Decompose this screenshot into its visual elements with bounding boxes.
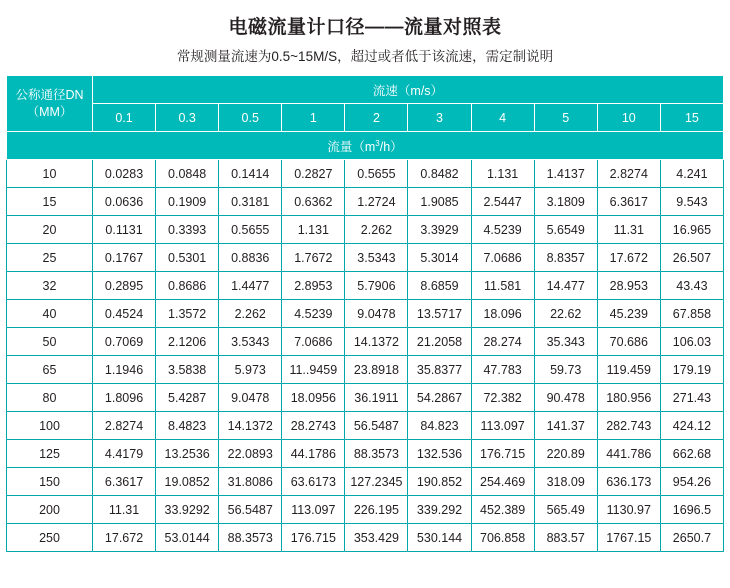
cell-flow-value: 14.1372 [345, 328, 408, 356]
table-row [7, 496, 724, 524]
cell-flow-value: 282.743 [597, 412, 660, 440]
cell-dn: 25 [7, 244, 93, 272]
cell-flow-value: 67.858 [660, 300, 723, 328]
cell-flow-value: 339.292 [408, 496, 471, 524]
page-subtitle: 常规测量流速为0.5~15M/S，超过或者低于该流速，需定制说明 [176, 49, 554, 64]
cell-flow-value: 5.973 [219, 356, 282, 384]
table-row [7, 160, 724, 188]
cell-flow-value: 0.1414 [219, 160, 282, 188]
cell-flow-value: 1.7672 [282, 244, 345, 272]
table-row [7, 188, 724, 216]
speed-value-header: 3 [408, 104, 471, 132]
cell-flow-value: 1767.15 [597, 524, 660, 552]
cell-flow-value: 1.8096 [93, 384, 156, 412]
cell-dn: 200 [7, 496, 93, 524]
cell-flow-value: 0.3181 [219, 188, 282, 216]
cell-dn: 80 [7, 384, 93, 412]
cell-flow-value: 11.31 [93, 496, 156, 524]
cell-flow-value: 14.477 [534, 272, 597, 300]
cell-flow-value: 662.68 [660, 440, 723, 468]
speed-value-header: 5 [534, 104, 597, 132]
cell-flow-value: 44.1786 [282, 440, 345, 468]
cell-flow-value: 424.12 [660, 412, 723, 440]
cell-flow-value: 47.783 [471, 356, 534, 384]
cell-flow-value: 9.543 [660, 188, 723, 216]
cell-dn: 20 [7, 216, 93, 244]
column-header-speed: 流速（m/s） [93, 76, 724, 104]
cell-flow-value: 1.9085 [408, 188, 471, 216]
dn-header-line1: 公称通径DN [15, 87, 84, 102]
cell-flow-value: 28.274 [471, 328, 534, 356]
cell-flow-value: 883.57 [534, 524, 597, 552]
cell-flow-value: 70.686 [597, 328, 660, 356]
flow-header-prefix: 流量（m [327, 139, 376, 154]
speed-value-header: 0.5 [219, 104, 282, 132]
dn-header-line2: （MM） [26, 104, 73, 119]
cell-flow-value: 1696.5 [660, 496, 723, 524]
cell-flow-value: 13.2536 [156, 440, 219, 468]
cell-flow-value: 3.5343 [345, 244, 408, 272]
cell-flow-value: 63.6173 [282, 468, 345, 496]
cell-flow-value: 954.26 [660, 468, 723, 496]
cell-dn: 50 [7, 328, 93, 356]
column-header-dn [7, 76, 93, 132]
cell-flow-value: 72.382 [471, 384, 534, 412]
flow-header-suffix: /h） [379, 139, 403, 154]
cell-flow-value: 0.1909 [156, 188, 219, 216]
cell-flow-value: 530.144 [408, 524, 471, 552]
cell-flow-value: 254.469 [471, 468, 534, 496]
cell-flow-value: 11.581 [471, 272, 534, 300]
header-row-speed-values [7, 104, 724, 132]
cell-flow-value: 5.6549 [534, 216, 597, 244]
cell-flow-value: 0.5655 [345, 160, 408, 188]
cell-flow-value: 0.5301 [156, 244, 219, 272]
cell-flow-value: 16.965 [660, 216, 723, 244]
cell-flow-value: 180.956 [597, 384, 660, 412]
cell-dn: 150 [7, 468, 93, 496]
cell-flow-value: 54.2867 [408, 384, 471, 412]
cell-flow-value: 0.8836 [219, 244, 282, 272]
cell-flow-value: 132.536 [408, 440, 471, 468]
cell-flow-value: 2.5447 [471, 188, 534, 216]
table-row [7, 384, 724, 412]
cell-flow-value: 706.858 [471, 524, 534, 552]
cell-flow-value: 56.5487 [345, 412, 408, 440]
table-row [7, 244, 724, 272]
cell-flow-value: 3.1809 [534, 188, 597, 216]
cell-flow-value: 26.507 [660, 244, 723, 272]
cell-flow-value: 2.262 [219, 300, 282, 328]
cell-flow-value: 1.1946 [93, 356, 156, 384]
cell-flow-value: 90.478 [534, 384, 597, 412]
cell-flow-value: 1.4137 [534, 160, 597, 188]
cell-flow-value: 353.429 [345, 524, 408, 552]
cell-flow-value: 17.672 [93, 524, 156, 552]
table-header [7, 76, 724, 160]
cell-flow-value: 4.5239 [282, 300, 345, 328]
cell-flow-value: 9.0478 [345, 300, 408, 328]
cell-flow-value: 113.097 [282, 496, 345, 524]
table-row [7, 216, 724, 244]
speed-value-header: 0.1 [93, 104, 156, 132]
cell-flow-value: 7.0686 [282, 328, 345, 356]
cell-dn: 65 [7, 356, 93, 384]
cell-flow-value: 2.1206 [156, 328, 219, 356]
cell-flow-value: 53.0144 [156, 524, 219, 552]
cell-flow-value: 1.3572 [156, 300, 219, 328]
cell-flow-value: 2.8274 [93, 412, 156, 440]
cell-flow-value: 565.49 [534, 496, 597, 524]
speed-value-header: 1 [282, 104, 345, 132]
cell-flow-value: 1130.97 [597, 496, 660, 524]
cell-flow-value: 19.0852 [156, 468, 219, 496]
column-header-flow [7, 132, 724, 160]
cell-flow-value: 1.2724 [345, 188, 408, 216]
cell-flow-value: 2650.7 [660, 524, 723, 552]
cell-flow-value: 452.389 [471, 496, 534, 524]
speed-value-header: 10 [597, 104, 660, 132]
cell-flow-value: 33.9292 [156, 496, 219, 524]
speed-value-header: 0.3 [156, 104, 219, 132]
cell-flow-value: 43.43 [660, 272, 723, 300]
cell-flow-value: 0.8686 [156, 272, 219, 300]
cell-flow-value: 3.3929 [408, 216, 471, 244]
cell-flow-value: 0.8482 [408, 160, 471, 188]
cell-flow-value: 4.241 [660, 160, 723, 188]
cell-flow-value: 7.0686 [471, 244, 534, 272]
cell-flow-value: 0.1131 [93, 216, 156, 244]
cell-flow-value: 8.4823 [156, 412, 219, 440]
cell-flow-value: 176.715 [471, 440, 534, 468]
cell-flow-value: 36.1911 [345, 384, 408, 412]
cell-flow-value: 31.8086 [219, 468, 282, 496]
cell-flow-value: 17.672 [597, 244, 660, 272]
cell-flow-value: 441.786 [597, 440, 660, 468]
cell-dn: 125 [7, 440, 93, 468]
cell-flow-value: 14.1372 [219, 412, 282, 440]
cell-flow-value: 18.0956 [282, 384, 345, 412]
cell-flow-value: 5.3014 [408, 244, 471, 272]
cell-dn: 250 [7, 524, 93, 552]
table-row [7, 272, 724, 300]
cell-flow-value: 2.262 [345, 216, 408, 244]
table-row [7, 468, 724, 496]
speed-value-header: 15 [660, 104, 723, 132]
header-row-speed [7, 76, 724, 104]
cell-dn: 32 [7, 272, 93, 300]
speed-value-header: 2 [345, 104, 408, 132]
cell-dn: 10 [7, 160, 93, 188]
cell-flow-value: 106.03 [660, 328, 723, 356]
cell-flow-value: 318.09 [534, 468, 597, 496]
cell-flow-value: 56.5487 [219, 496, 282, 524]
header-row-flow [7, 132, 724, 160]
cell-flow-value: 11.31 [597, 216, 660, 244]
table-row [7, 412, 724, 440]
cell-flow-value: 28.953 [597, 272, 660, 300]
cell-flow-value: 190.852 [408, 468, 471, 496]
cell-flow-value: 179.19 [660, 356, 723, 384]
cell-flow-value: 35.8377 [408, 356, 471, 384]
cell-flow-value: 0.5655 [219, 216, 282, 244]
cell-flow-value: 88.3573 [219, 524, 282, 552]
cell-flow-value: 35.343 [534, 328, 597, 356]
cell-flow-value: 119.459 [597, 356, 660, 384]
flow-header-exponent: 3 [375, 138, 380, 148]
cell-flow-value: 176.715 [282, 524, 345, 552]
cell-flow-value: 0.6362 [282, 188, 345, 216]
cell-flow-value: 220.89 [534, 440, 597, 468]
table-row [7, 356, 724, 384]
cell-flow-value: 5.7906 [345, 272, 408, 300]
table-row [7, 440, 724, 468]
cell-flow-value: 2.8274 [597, 160, 660, 188]
cell-flow-value: 1.131 [282, 216, 345, 244]
cell-flow-value: 113.097 [471, 412, 534, 440]
cell-flow-value: 0.7069 [93, 328, 156, 356]
cell-flow-value: 1.4477 [219, 272, 282, 300]
cell-flow-value: 59.73 [534, 356, 597, 384]
cell-flow-value: 84.823 [408, 412, 471, 440]
cell-flow-value: 0.2827 [282, 160, 345, 188]
cell-flow-value: 226.195 [345, 496, 408, 524]
table-row [7, 300, 724, 328]
cell-flow-value: 0.1767 [93, 244, 156, 272]
cell-flow-value: 1.131 [471, 160, 534, 188]
cell-flow-value: 18.096 [471, 300, 534, 328]
table-row [7, 524, 724, 552]
cell-dn: 15 [7, 188, 93, 216]
cell-dn: 100 [7, 412, 93, 440]
cell-flow-value: 4.5239 [471, 216, 534, 244]
page-title: 电磁流量计口径——流量对照表 [228, 17, 502, 38]
cell-flow-value: 141.37 [534, 412, 597, 440]
cell-flow-value: 6.3617 [93, 468, 156, 496]
cell-flow-value: 28.2743 [282, 412, 345, 440]
cell-flow-value: 3.5343 [219, 328, 282, 356]
table-body [7, 160, 724, 552]
cell-flow-value: 0.0636 [93, 188, 156, 216]
cell-flow-value: 22.62 [534, 300, 597, 328]
cell-dn: 40 [7, 300, 93, 328]
flow-comparison-table [6, 75, 724, 552]
cell-flow-value: 6.3617 [597, 188, 660, 216]
cell-flow-value: 21.2058 [408, 328, 471, 356]
table-row [7, 328, 724, 356]
cell-flow-value: 0.3393 [156, 216, 219, 244]
cell-flow-value: 0.4524 [93, 300, 156, 328]
cell-flow-value: 271.43 [660, 384, 723, 412]
cell-flow-value: 9.0478 [219, 384, 282, 412]
cell-flow-value: 4.4179 [93, 440, 156, 468]
cell-flow-value: 5.4287 [156, 384, 219, 412]
cell-flow-value: 0.0283 [93, 160, 156, 188]
cell-flow-value: 45.239 [597, 300, 660, 328]
cell-flow-value: 13.5717 [408, 300, 471, 328]
cell-flow-value: 22.0893 [219, 440, 282, 468]
cell-flow-value: 0.2895 [93, 272, 156, 300]
cell-flow-value: 127.2345 [345, 468, 408, 496]
cell-flow-value: 8.8357 [534, 244, 597, 272]
cell-flow-value: 636.173 [597, 468, 660, 496]
cell-flow-value: 3.5838 [156, 356, 219, 384]
cell-flow-value: 8.6859 [408, 272, 471, 300]
speed-value-header: 4 [471, 104, 534, 132]
cell-flow-value: 2.8953 [282, 272, 345, 300]
cell-flow-value: 11..9459 [282, 356, 345, 384]
cell-flow-value: 0.0848 [156, 160, 219, 188]
cell-flow-value: 88.3573 [345, 440, 408, 468]
cell-flow-value: 23.8918 [345, 356, 408, 384]
